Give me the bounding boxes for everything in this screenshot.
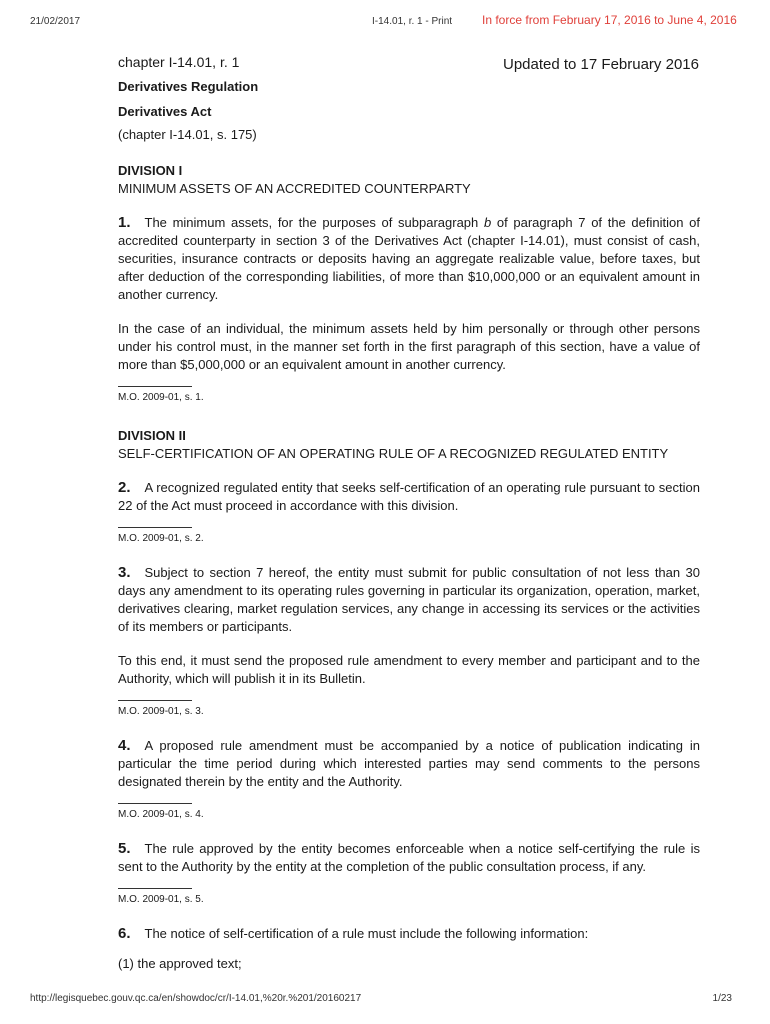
source-note: M.O. 2009-01, s. 3.: [118, 706, 204, 717]
print-doc-ref: I-14.01, r. 1 - Print: [372, 16, 453, 27]
division-heading: [118, 427, 700, 463]
source-note: M.O. 2009-01, s. 5.: [118, 894, 204, 905]
updated-date: Updated to 17 February 2016: [503, 56, 699, 73]
source-note: M.O. 2009-01, s. 1.: [118, 392, 204, 403]
source-note: M.O. 2009-01, s. 4.: [118, 809, 204, 820]
section-4: [118, 737, 700, 791]
section-number: 1.: [118, 214, 131, 231]
section-text: A recognized regulated entity that seeks self-certification of an operating rule pursuant to section 22 of the Act must proceed in accordance with this division.: [118, 480, 700, 513]
section-text-italic: b: [483, 215, 492, 230]
in-force-banner: In force from February 17, 2016 to June 4, 2016: [482, 13, 737, 27]
section-text: Subject to section 7 hereof, the entity must submit for public consultation of not less than 30 days any amendment to its operating rules governing in particular its organization, operation, market, derivatives clearing, market regulation services, any change in accessing its services or the activities of its members or participants.: [118, 565, 700, 634]
section-number: 2.: [118, 479, 131, 496]
source-divider: [118, 527, 192, 528]
list-item: (1) the approved text;: [118, 956, 242, 971]
section-1: [118, 214, 700, 304]
source-divider: [118, 803, 192, 804]
section-text: of paragraph 7 of the definition of accredited counterparty in section 3 of the Derivatives Act (chapter I-14.01), must consist of cash, securities, insurance contracts or deposits having an aggregate realizable value, before taxes, but after deduction of the corresponding liabilities, of more than $10,000,000 or an equivalent amount in another currency.: [118, 215, 700, 302]
section-text: The notice of self-certification of a rule must include the following information:: [144, 926, 589, 941]
division-number: DIVISION II: [118, 428, 186, 443]
act-title: Derivatives Act: [118, 104, 212, 119]
section-6: [118, 925, 700, 943]
section-paragraph: To this end, it must send the proposed rule amendment to every member and participant and to the Authority, which will publish it in its Bulletin.: [118, 653, 700, 686]
division-heading: [118, 162, 700, 198]
section-number: 4.: [118, 737, 131, 754]
section-5: [118, 840, 700, 876]
division-number: DIVISION I: [118, 163, 183, 178]
source-divider: [118, 700, 192, 701]
footer-url: http://legisquebec.gouv.qc.ca/en/showdoc/cr/I-14.01,%20r.%201/20160217: [30, 993, 362, 1004]
section-number: 5.: [118, 840, 131, 857]
chapter-reference: chapter I-14.01, r. 1: [118, 54, 240, 70]
division-name: MINIMUM ASSETS OF AN ACCREDITED COUNTERPARTY: [118, 181, 471, 196]
source-divider: [118, 888, 192, 889]
act-citation: (chapter I-14.01, s. 175): [118, 127, 257, 142]
section-2: [118, 479, 700, 515]
section-text: A proposed rule amendment must be accompanied by a notice of publication indicating in particular the time period during which interested parties may send comments to the persons designated therein by the entity and the Authority.: [118, 738, 700, 789]
division-name: SELF-CERTIFICATION OF AN OPERATING RULE OF A RECOGNIZED REGULATED ENTITY: [118, 446, 669, 461]
print-date: 21/02/2017: [30, 16, 81, 27]
section-number: 6.: [118, 925, 131, 942]
source-divider: [118, 386, 192, 387]
source-note: M.O. 2009-01, s. 2.: [118, 533, 204, 544]
section-number: 3.: [118, 564, 131, 581]
section-3: [118, 564, 700, 636]
page-number: 1/23: [712, 993, 732, 1004]
document-body: [118, 53, 700, 973]
regulation-title: Derivatives Regulation: [118, 79, 259, 94]
section-text: The rule approved by the entity becomes enforceable when a notice self-certifying the rule is sent to the Authority by the entity at the completion of the public consultation process, if any.: [118, 841, 700, 874]
section-paragraph: In the case of an individual, the minimum assets held by him personally or through other persons under his control must, in the manner set forth in the first paragraph of this section, have a value of more than $5,000,000 or an equivalent amount in another currency.: [118, 321, 700, 372]
section-text: The minimum assets, for the purposes of subparagraph: [144, 215, 479, 230]
